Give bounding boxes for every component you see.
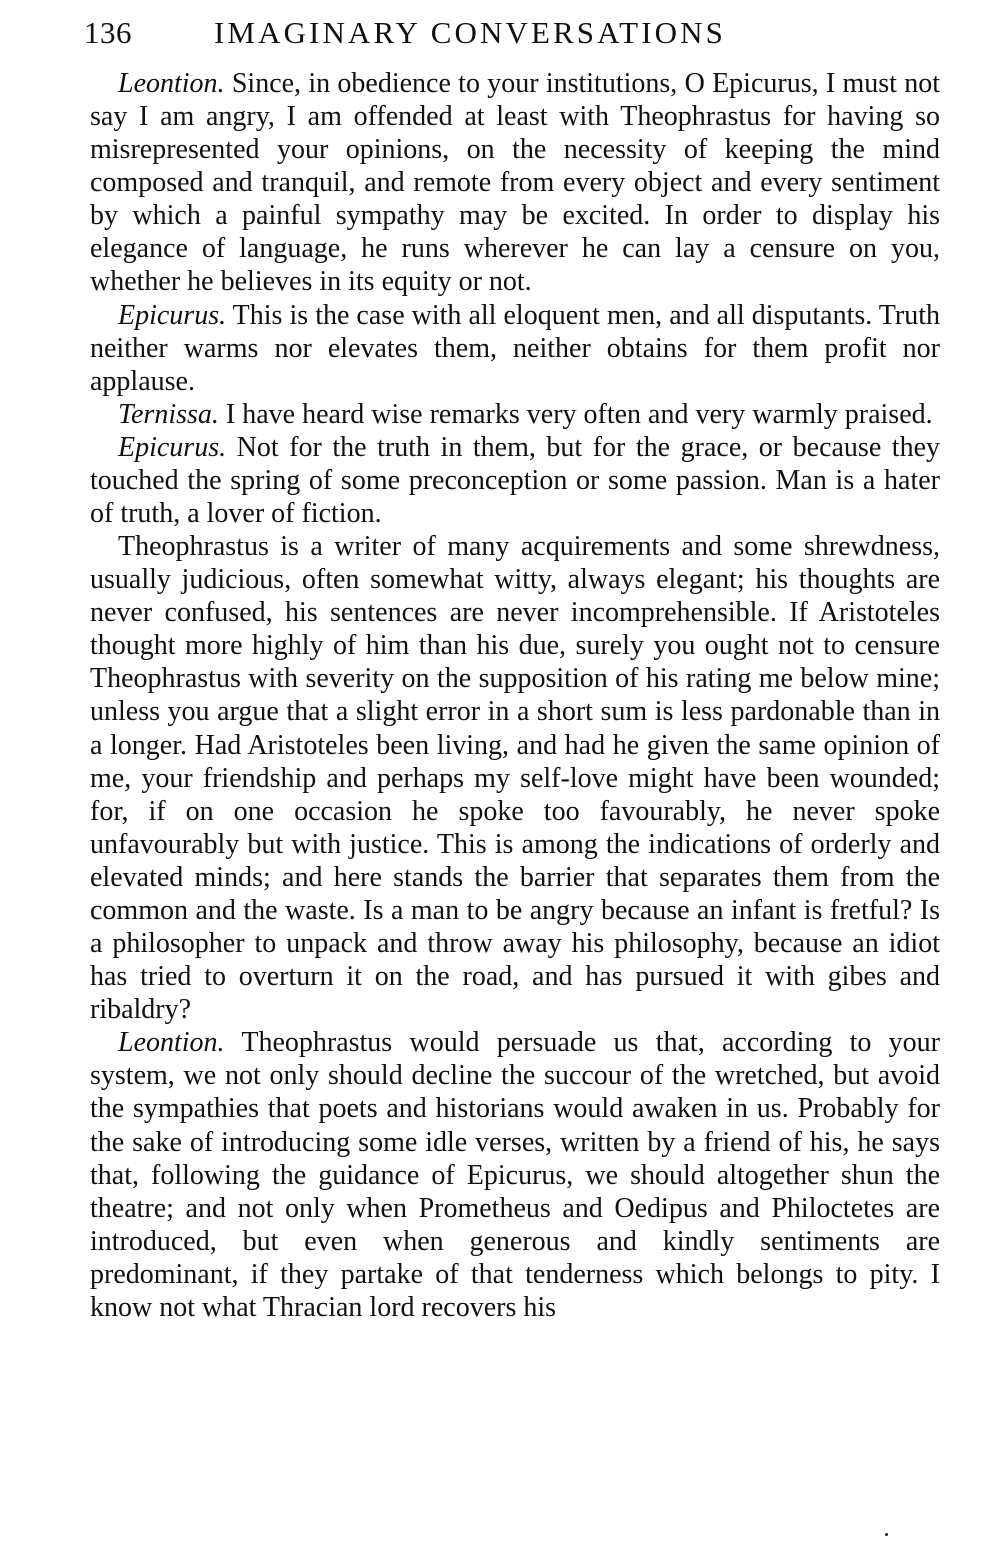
paragraph-ternissa-1 xyxy=(90,398,940,431)
speaker-name: Epicurus. xyxy=(118,431,227,463)
paragraph-text: Not for the truth in them, but for the grace, or because they touched the spring of some preconception or some passion. Man is a hater of truth, a lover of fiction. xyxy=(90,431,941,530)
paragraph-text: I have heard wise remarks very often and very warmly praised. xyxy=(225,398,933,430)
page-number: 136 xyxy=(84,15,132,50)
paragraph-text: Theophrastus would persuade us that, according to your system, we not only should decline the succour of the wretched, but avoid the sympathies that poets and historians would awaken in us. Probably for the sake of introducing some idle verses, written by a friend of his, he says that, following the guidance of Epicurus, we should altogether shun the theatre; and not only when Prometheus and Oedipus and Philoctetes are introduced, but even when generous and kindly sentiments are predominant, if they partake of that tenderness which belongs to pity. I know not what Thracian lord recovers his xyxy=(90,1027,941,1323)
paragraph-text: Theophrastus is a writer of many acquirements and some shrewdness, usually judicious, often somewhat witty, always elegant; his thoughts are never confused, his sentences are never incomprehensible. If Aristoteles thought more highly of him than his due, surely you ought not to censure Theophrastus with severity on the supposition of his rating me below mine; unless you argue that a slight error in a short sum is less pardonable than in a longer. Had Aristoteles been living, and had he given the same opinion of me, your friendship and perhaps my self-love might have been wounded; for, if on one occasion he spoke too favourably, he never spoke unfavourably but with justice. This is among the indications of orderly and elevated minds; and here stands the barrier that separates them from the common and the waste. Is a man to be angry because an infant is fretful? Is a philosopher to unpack and throw away his philosophy, because an idiot has tried to overturn it on the road, and has pursued it with gibes and ribaldry? xyxy=(90,531,940,1026)
paragraph-epicurus-2 xyxy=(90,431,940,530)
speaker-name: Leontion. xyxy=(118,68,225,99)
paragraph-text: Since, in obedience to your institutions, O Epicurus, I must not say I am angry, I am offended at least with Theophrastus for having so misrepresented your opinions, on the necessity of keeping the mind composed and tranquil, and remote from every object and every sentiment by which a painful sympathy may be excited. In order to display his elegance of language, he runs wherever he can lay a censure on you, whether he believes in its equity or not. xyxy=(90,68,941,298)
paragraph-theophrastus xyxy=(90,530,940,1026)
paragraph-leontion-1 xyxy=(90,67,940,299)
speaker-name: Leontion. xyxy=(118,1027,225,1059)
paragraph-text: This is the case with all eloquent men, and all disputants. Truth neither warms nor elevates them, neither obtains for them profit nor applause. xyxy=(90,299,941,397)
print-speck xyxy=(885,1533,888,1536)
paragraph-leontion-2 xyxy=(90,1026,940,1324)
body-text xyxy=(90,67,940,1324)
speaker-name: Epicurus. xyxy=(118,299,227,331)
page-header xyxy=(84,10,944,56)
paragraph-epicurus-1 xyxy=(90,299,940,398)
speaker-name: Ternissa. xyxy=(118,398,219,430)
running-title: IMAGINARY CONVERSATIONS xyxy=(214,15,726,50)
